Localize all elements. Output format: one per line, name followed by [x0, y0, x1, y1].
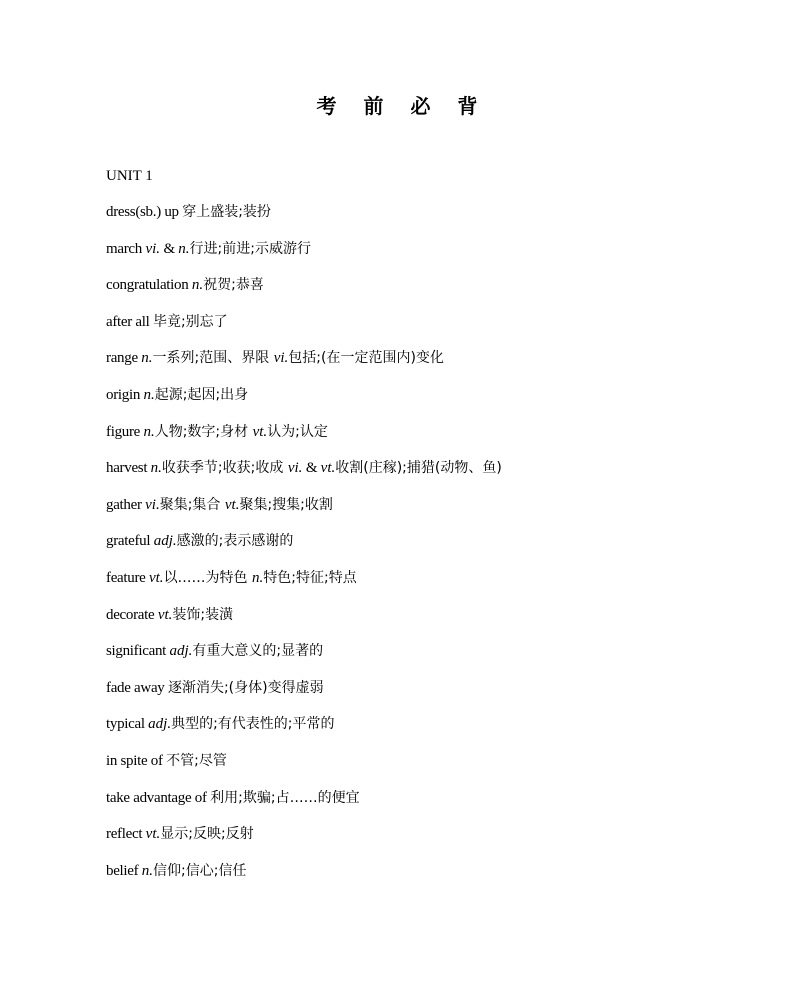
vocabulary-entry	[106, 274, 746, 311]
entry-term: dress(sb.) up	[106, 204, 183, 220]
chinese-definition: 不管;尽管	[166, 752, 227, 769]
entry-term: figure	[106, 423, 144, 440]
part-of-speech: n.	[150, 460, 162, 477]
vocabulary-entry	[106, 787, 746, 824]
part-of-speech: n.	[143, 423, 155, 440]
entry-term: significant	[106, 643, 170, 660]
entry-term: decorate	[106, 606, 158, 623]
chinese-definition: 收获季节;收获;收成	[161, 460, 288, 477]
vocabulary-entry	[106, 347, 746, 384]
entry-term: belief	[106, 862, 142, 879]
vocabulary-entry	[106, 640, 746, 677]
part-of-speech: vi.	[145, 496, 160, 513]
part-of-speech: n.	[252, 569, 264, 586]
chinese-definition: 一系列;范围、界限	[152, 350, 274, 367]
part-of-speech: vt.	[224, 496, 240, 513]
chinese-definition: 毕竟;别忘了	[152, 313, 228, 330]
part-of-speech: n.	[178, 240, 190, 257]
entry-term: &	[302, 460, 321, 477]
vocabulary-list	[106, 201, 746, 896]
part-of-speech: n.	[141, 862, 154, 879]
entry-term: reflect	[106, 826, 146, 843]
part-of-speech: n.	[143, 386, 155, 403]
entry-term: march	[106, 240, 146, 257]
part-of-speech: vt.	[145, 826, 161, 843]
chinese-definition: 显示;反映;反射	[160, 826, 254, 843]
chinese-definition: 有重大意义的;显著的	[192, 643, 324, 660]
part-of-speech: vt.	[252, 423, 268, 440]
chinese-definition: 收割(庄稼);捕猎(动物、鱼)	[335, 460, 502, 477]
chinese-definition: 人物;数字;身材	[154, 423, 253, 440]
part-of-speech: adj.	[153, 533, 177, 550]
part-of-speech: vt.	[320, 460, 336, 477]
vocabulary-entry	[106, 238, 746, 275]
chinese-definition: 感激的;表示感谢的	[176, 533, 294, 550]
vocabulary-entry	[106, 494, 746, 531]
chinese-definition: 穿上盛装;装扮	[182, 204, 271, 220]
vocabulary-entry	[106, 823, 746, 860]
chinese-definition: 信仰;信心;信任	[153, 862, 247, 879]
unit-heading: UNIT 1	[106, 168, 153, 184]
part-of-speech: vt.	[157, 606, 173, 623]
part-of-speech: n.	[191, 277, 204, 294]
chinese-definition: 装饰;装潢	[172, 606, 234, 623]
chinese-definition: 聚集;集合	[159, 496, 225, 513]
entry-term: take advantage of	[106, 789, 211, 806]
entry-term: &	[160, 240, 179, 257]
vocabulary-entry	[106, 567, 746, 604]
part-of-speech: vi.	[287, 460, 303, 477]
chinese-definition: 以……为特色	[163, 569, 253, 586]
chinese-definition: 逐渐消失;(身体)变得虚弱	[167, 679, 324, 696]
part-of-speech: vt.	[148, 569, 164, 586]
page-title: 考 前 必 背	[316, 94, 488, 118]
entry-term: gather	[106, 496, 146, 513]
vocabulary-entry	[106, 421, 746, 458]
entry-term: range	[106, 350, 142, 367]
vocabulary-entry	[106, 530, 746, 567]
part-of-speech: vi.	[145, 240, 161, 257]
chinese-definition: 特色;特征;特点	[263, 569, 357, 586]
part-of-speech: vi.	[273, 350, 289, 367]
vocabulary-entry	[106, 713, 746, 750]
chinese-definition: 聚集;搜集;收割	[239, 496, 333, 513]
entry-term: after all	[106, 313, 153, 330]
vocabulary-entry	[106, 750, 746, 787]
chinese-definition: 起源;起因;出身	[154, 386, 249, 403]
chinese-definition: 认为;认定	[267, 423, 328, 440]
chinese-definition: 包括;(在一定范围内)变化	[288, 350, 444, 367]
entry-term: fade away	[106, 679, 168, 696]
vocabulary-entry	[106, 384, 746, 421]
entry-term: congratulation	[106, 277, 192, 294]
entry-term: typical	[106, 716, 149, 733]
vocabulary-entry	[106, 860, 746, 897]
vocabulary-entry	[106, 677, 746, 714]
part-of-speech: adj.	[148, 716, 172, 733]
entry-term: grateful	[106, 533, 154, 550]
chinese-definition: 祝贺;恭喜	[203, 277, 264, 294]
chinese-definition: 行进;前进;示威游行	[189, 240, 311, 257]
entry-term: in spite of	[106, 752, 167, 769]
vocabulary-entry	[106, 604, 746, 641]
vocabulary-entry	[106, 457, 746, 494]
vocabulary-entry	[106, 201, 746, 238]
entry-term: feature	[106, 569, 149, 586]
vocabulary-entry	[106, 311, 746, 348]
entry-term: origin	[106, 386, 144, 403]
part-of-speech: adj.	[169, 643, 193, 660]
chinese-definition: 典型的;有代表性的;平常的	[171, 716, 335, 733]
chinese-definition: 利用;欺骗;占……的便宜	[210, 789, 360, 806]
entry-term: harvest	[106, 460, 151, 477]
part-of-speech: n.	[141, 350, 153, 367]
